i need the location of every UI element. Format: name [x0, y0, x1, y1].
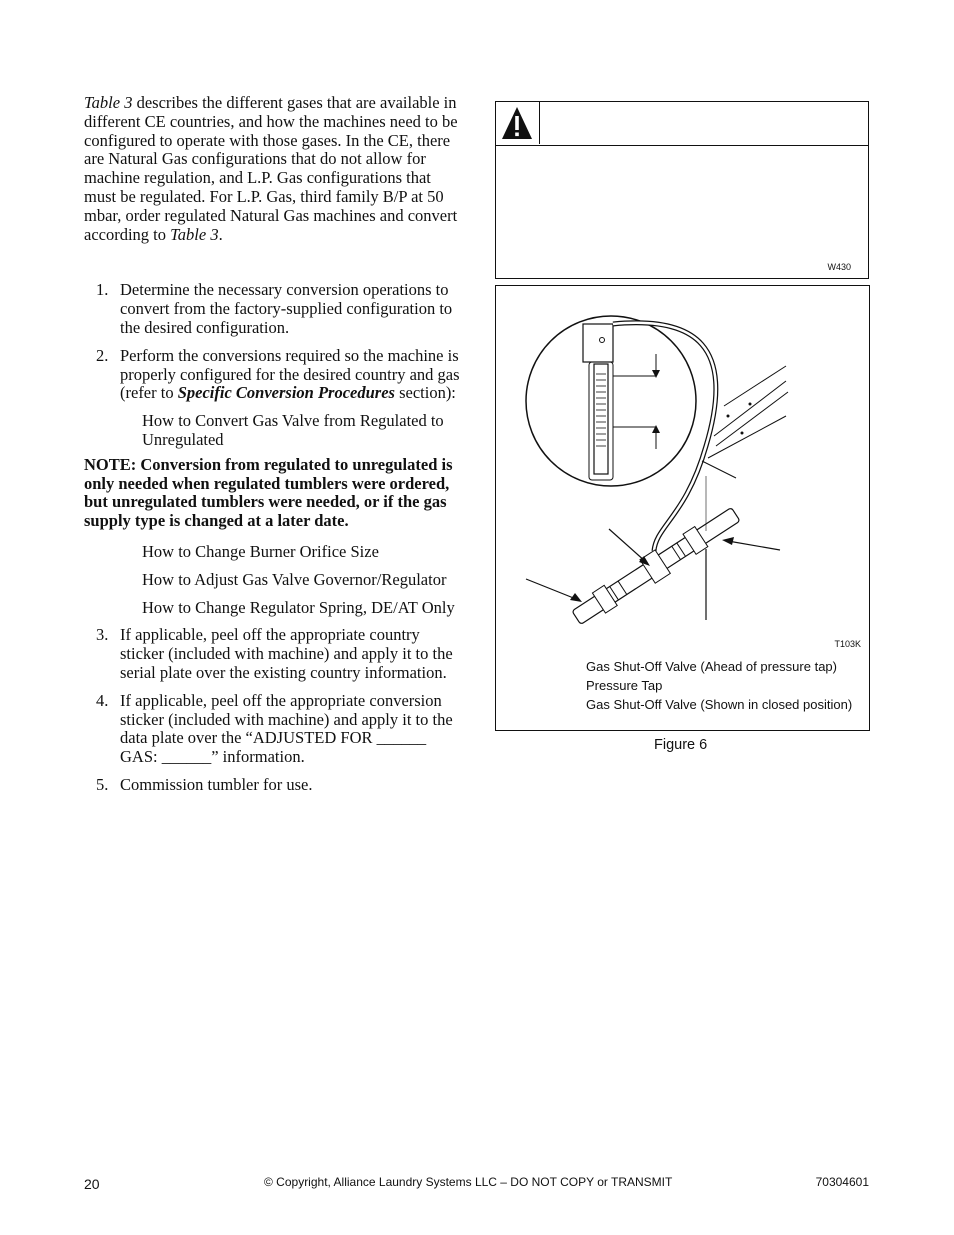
note: NOTE: Conversion from regulated to unregulated is only needed when regulated tumblers were ordered, but unregulated tumblers were needed, or if the gas supply type is changed at a later date. — [84, 454, 453, 531]
warning-code: W430 — [827, 262, 851, 272]
step-text: Perform the conversions required so the machine is properly configured for the desired country and gas (refer to — [120, 345, 460, 403]
step-tail: section): — [394, 383, 456, 403]
figure-code: T103K — [834, 639, 861, 649]
legend-item: Gas Shut-Off Valve (Shown in closed position) — [586, 697, 853, 712]
figure-caption: Figure 6 — [654, 737, 708, 753]
step-number: 2. — [96, 345, 109, 365]
warning-triangle-icon — [496, 102, 538, 144]
copyright-notice: © Copyright, Alliance Laundry Systems LLC – DO NOT COPY or TRANSMIT — [264, 1175, 673, 1189]
legend-item: Gas Shut-Off Valve (Ahead of pressure tap) — [586, 659, 837, 674]
page-number: 20 — [84, 1176, 100, 1192]
warning-header — [496, 102, 868, 146]
intro-end: . — [218, 224, 223, 244]
step-3 — [84, 626, 462, 682]
step-1 — [84, 281, 462, 337]
step-text: If applicable, peel off the appropriate conversion sticker (included with machine) and apply it to the data plate over the “ADJUSTED FOR ______ GAS: ______” information. — [120, 690, 453, 767]
intro-paragraph — [84, 94, 462, 244]
step-number: 3. — [96, 625, 109, 645]
step-number: 4. — [96, 690, 109, 710]
sub-item-spring: How to Change Regulator Spring, DE/AT Only — [142, 597, 455, 617]
step-number: 5. — [96, 774, 109, 794]
procedure-steps — [84, 281, 462, 403]
step-4 — [84, 692, 462, 767]
table-reference: Table 3 — [170, 224, 219, 244]
warning-box — [495, 101, 869, 279]
document-number: 70304601 — [815, 1175, 869, 1189]
sub-item-governor: How to Adjust Gas Valve Governor/Regulator — [142, 569, 447, 589]
warning-icon-cell — [496, 102, 540, 144]
intro-text: describes the different gases that are available in different CE countries, and how the machines need to be configured to operate with those gases. In the CE, there are Natural Gas configurations that do not allow for machine regulation, and L.P. Gas configurations that must be regulated. For L.P. Gas, third family B/P at 50 mbar, order regulated Natural Gas machines and convert according to — [84, 93, 458, 244]
figure-box — [495, 285, 870, 731]
sub-item-convert-valve: How to Convert Gas Valve from Regulated to Unregulated — [142, 411, 444, 449]
procedure-steps-continued — [84, 626, 462, 794]
step-5 — [84, 776, 462, 795]
step-2 — [84, 347, 462, 403]
procedure-reference: Specific Conversion Procedures — [177, 383, 395, 403]
step-number: 1. — [96, 280, 109, 300]
step-text: Determine the necessary conversion operations to convert from the factory-supplied configuration to the desired configuration. — [120, 280, 453, 337]
figure-legend — [586, 657, 852, 714]
table-reference: Table 3 — [84, 93, 133, 112]
step-text: If applicable, peel off the appropriate country sticker (included with machine) and apply it to the serial plate over the existing country information. — [120, 625, 453, 682]
sub-item-orifice: How to Change Burner Orifice Size — [142, 541, 379, 561]
left-column — [84, 94, 462, 795]
step-text: Commission tumbler for use. — [120, 774, 313, 794]
legend-item: Pressure Tap — [586, 678, 663, 693]
